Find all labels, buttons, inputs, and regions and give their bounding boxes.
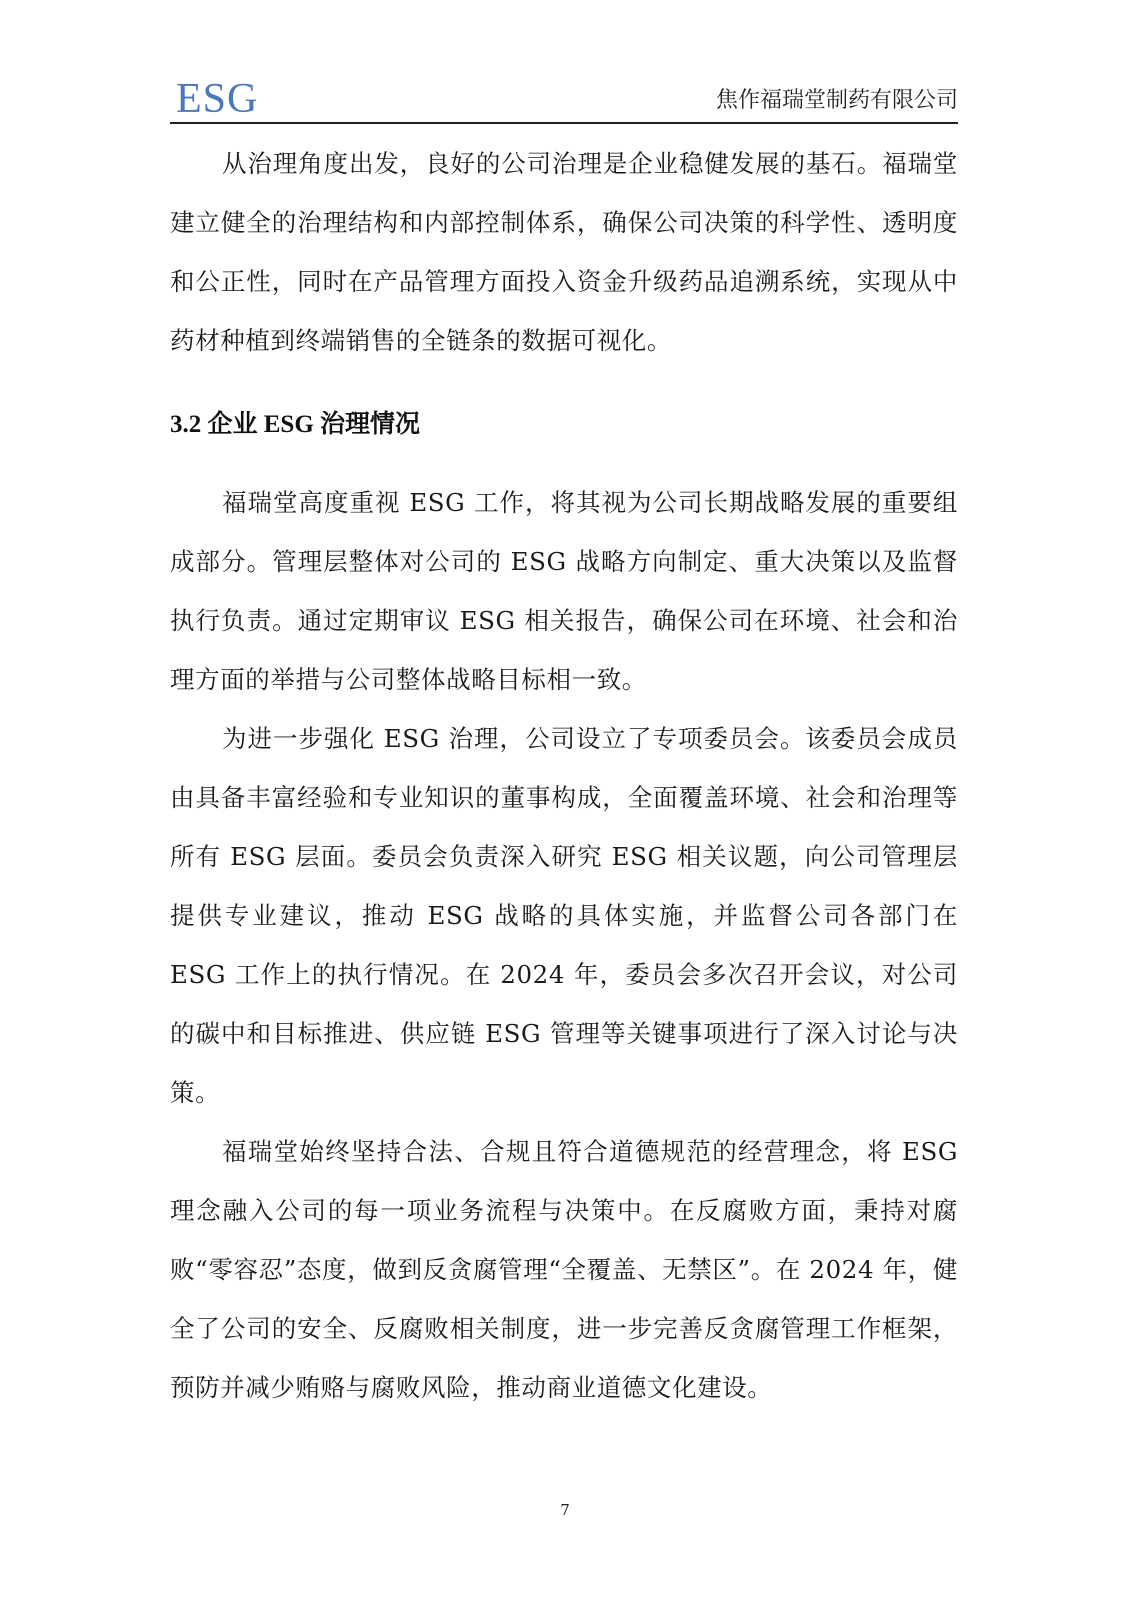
page-header xyxy=(170,74,958,124)
paragraph-anti-corruption: 福瑞堂始终坚持合法、合规且符合道德规范的经营理念，将 ESG 理念融入公司的每一项业务流程与决策中。在反腐败方面，秉持对腐败“零容忍”态度，做到反贪腐管理“全覆盖、无禁区”。在 2024 年，健全了公司的安全、反腐败相关制度，进一步完善反贪腐管理工作框架，预防并减少贿赂与腐败风险，推动商业道德文化建设。 xyxy=(170,1137,958,1402)
section-heading: 3.2 企业 ESG 治理情况 xyxy=(170,411,421,438)
section-body xyxy=(170,473,958,1417)
intro-block xyxy=(170,134,958,370)
page-number: 7 xyxy=(560,1501,570,1519)
intro-paragraph: 从治理角度出发，良好的公司治理是企业稳健发展的基石。福瑞堂建立健全的治理结构和内部控制体系，确保公司决策的科学性、透明度和公正性，同时在产品管理方面投入资金升级药品追溯系统，实现从中药材种植到终端销售的全链条的数据可视化。 xyxy=(170,149,958,355)
paragraph-committee: 为进一步强化 ESG 治理，公司设立了专项委员会。该委员会成员由具备丰富经验和专业知识的董事构成，全面覆盖环境、社会和治理等所有 ESG 层面。委员会负责深入研究 ESG 相关议题，向公司管理层提供专业建议，推动 ESG 战略的具体实施，并监督公司各部门在 ESG 工作上的执行情况。在 2024 年，委员会多次召开会议，对公司的碳中和目标推进、供应链 ESG 管理等关键事项进行了深入讨论与决策。 xyxy=(170,724,958,1107)
paragraph-governance-overview: 福瑞堂高度重视 ESG 工作，将其视为公司长期战略发展的重要组成部分。管理层整体对公司的 ESG 战略方向制定、重大决策以及监督执行负责。通过定期审议 ESG 相关报告，确保公司在环境、社会和治理方面的举措与公司整体战略目标相一致。 xyxy=(170,488,958,694)
company-name: 焦作福瑞堂制药有限公司 xyxy=(715,88,958,113)
esg-logo: ESG xyxy=(176,76,259,122)
